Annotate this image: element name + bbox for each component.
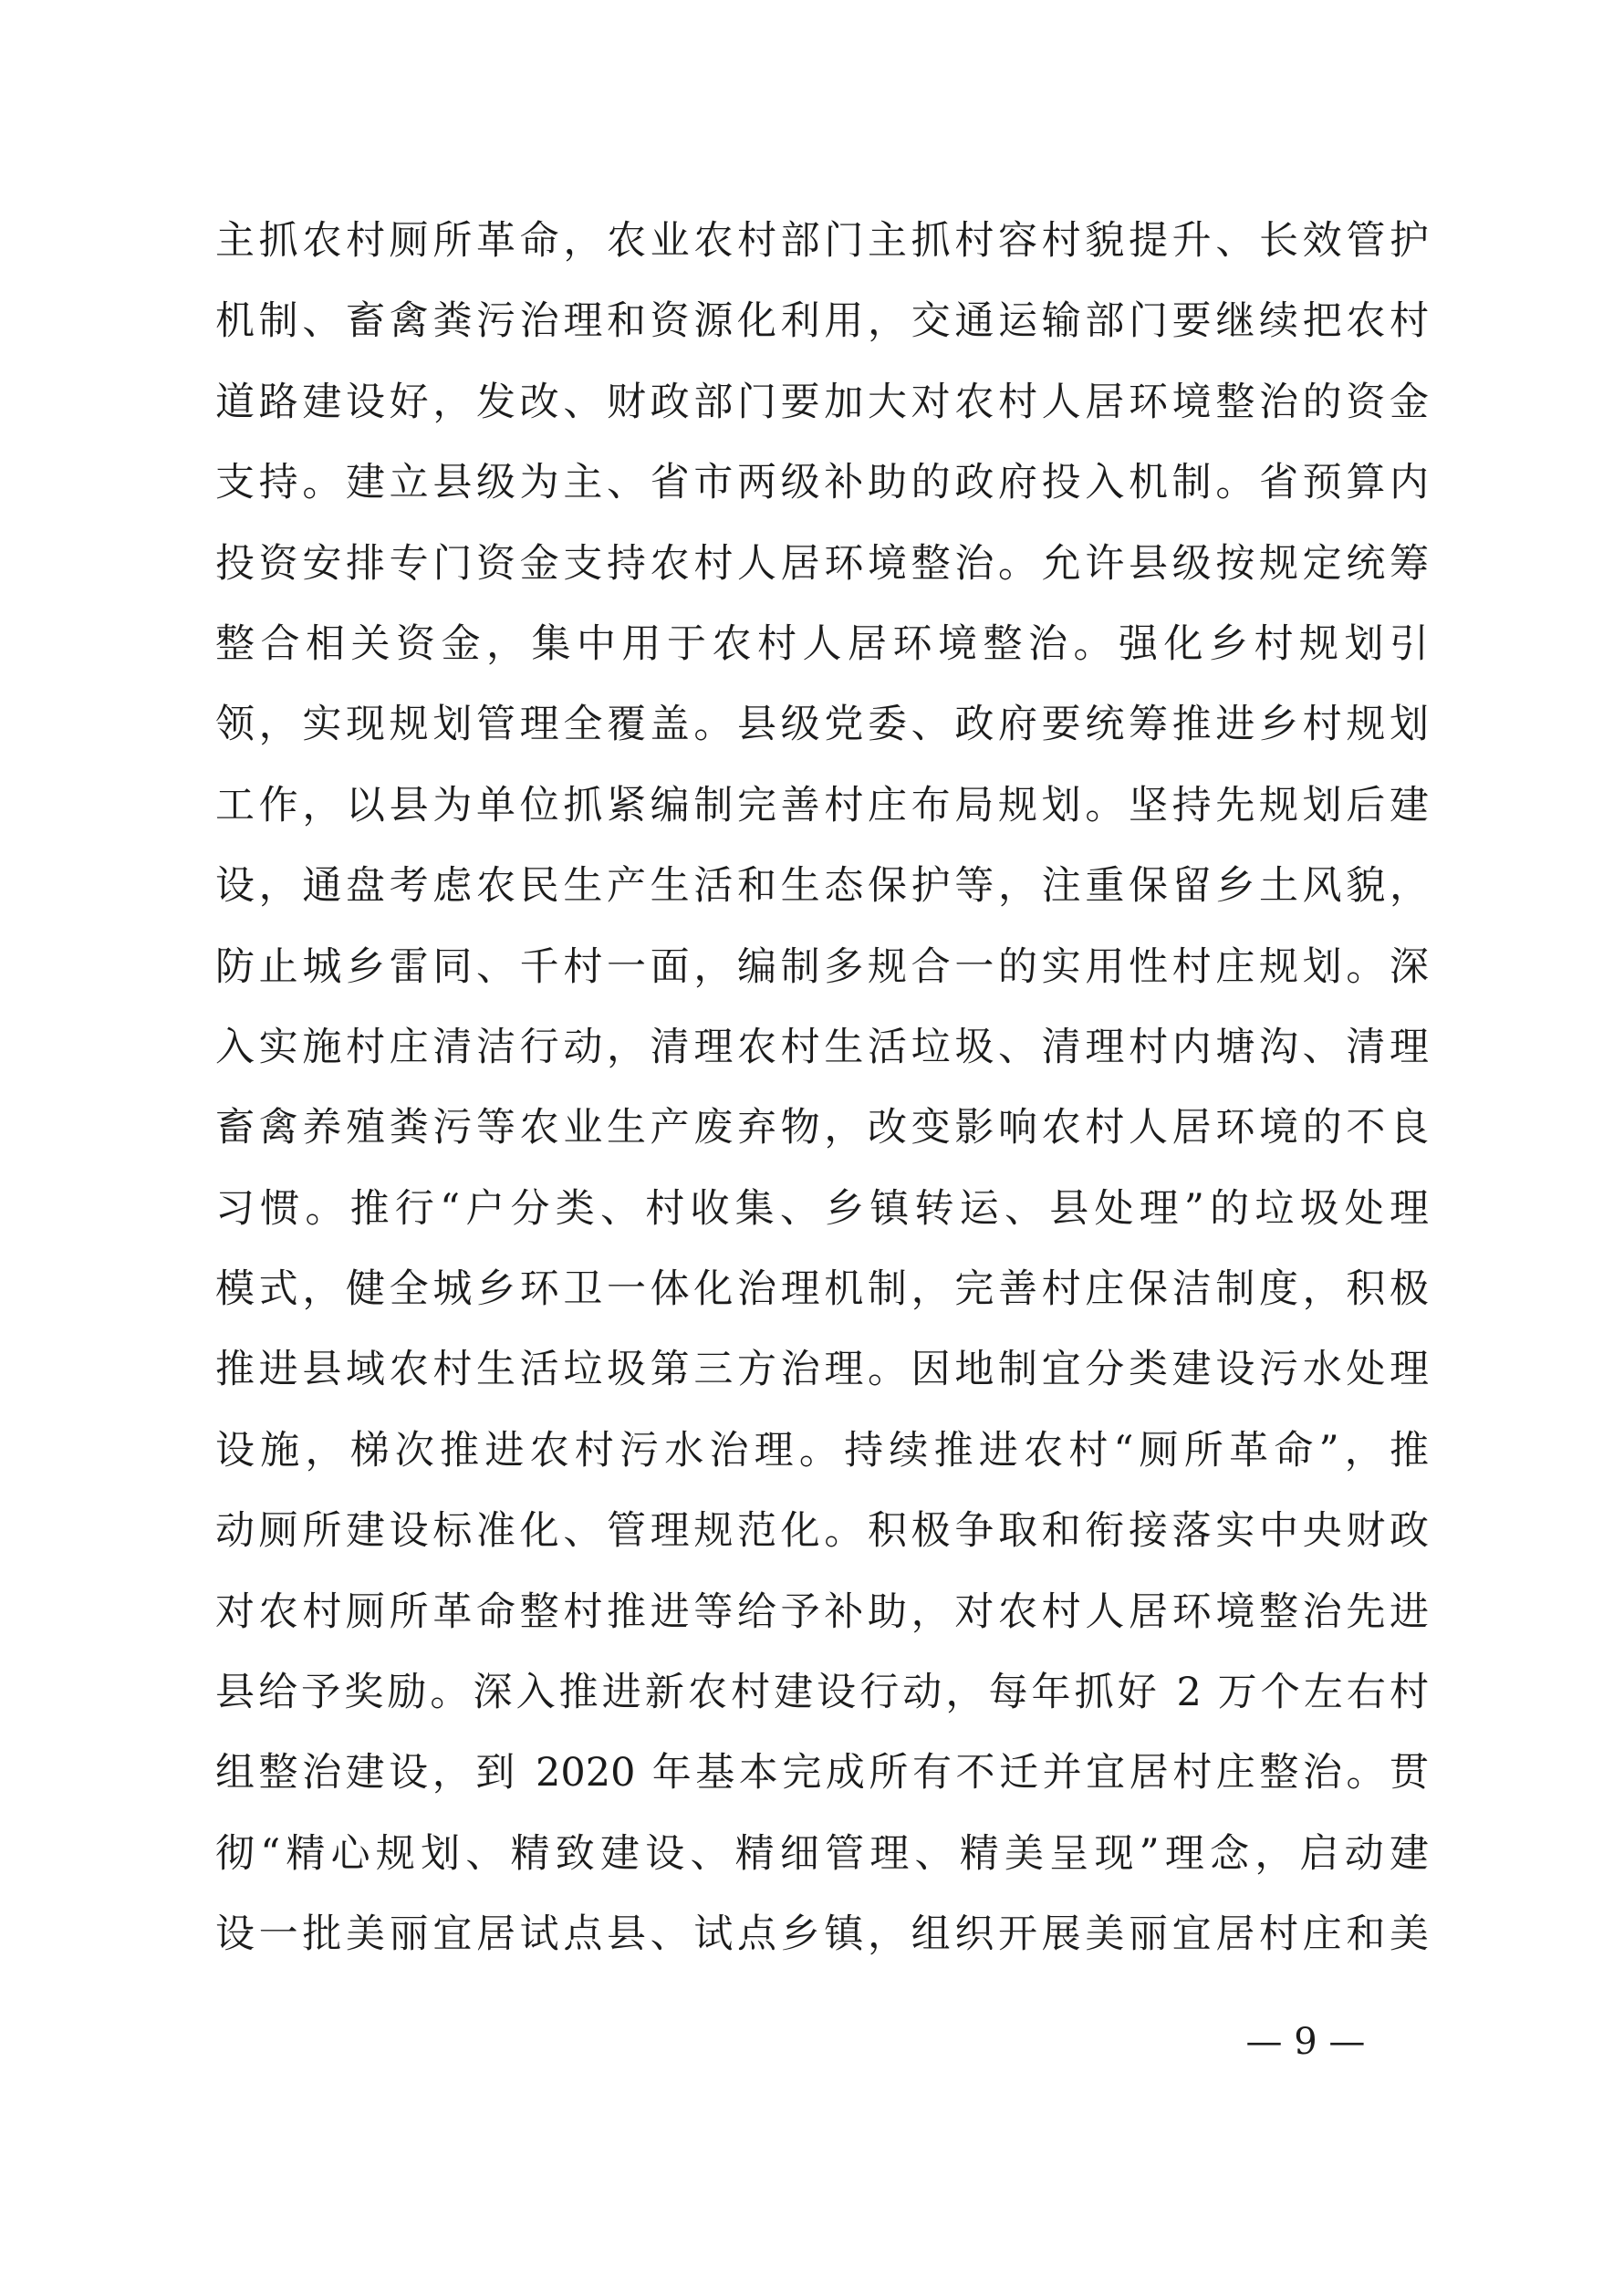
text-line: 彻“精心规划、精致建设、精细管理、精美呈现”理念，启动建 xyxy=(215,1830,1429,1877)
text-line: 防止城乡雷同、千村一面，编制多规合一的实用性村庄规划。深 xyxy=(215,943,1429,990)
text-line: 动厕所建设标准化、管理规范化。积极争取和衔接落实中央财政 xyxy=(215,1508,1429,1555)
text-line: 道路建设好，发改、财政部门要加大对农村人居环境整治的资金 xyxy=(215,379,1429,425)
text-line: 投资安排专门资金支持农村人居环境整治。允许县级按规定统筹 xyxy=(215,540,1429,587)
text-line: 对农村厕所革命整村推进等给予补助，对农村人居环境整治先进 xyxy=(215,1588,1429,1635)
text-line: 设一批美丽宜居试点县、试点乡镇，组织开展美丽宜居村庄和美 xyxy=(215,1911,1429,1958)
text-line: 领，实现规划管理全覆盖。县级党委、政府要统筹推进乡村规划 xyxy=(215,702,1429,748)
text-line: 设，通盘考虑农民生产生活和生态保护等，注重保留乡土风貌， xyxy=(215,863,1429,910)
text-line: 习惯。推行“户分类、村收集、乡镇转运、县处理”的垃圾处理 xyxy=(215,1185,1429,1232)
body-text xyxy=(215,201,1429,1975)
text-line: 支持。建立县级为主、省市两级补助的政府投入机制。省预算内 xyxy=(215,460,1429,506)
text-line: 县给予奖励。深入推进新农村建设行动，每年抓好 2 万个左右村 xyxy=(215,1670,1429,1716)
text-line: 机制、畜禽粪污治理和资源化利用，交通运输部门要继续把农村 xyxy=(215,298,1429,345)
text-line: 主抓农村厕所革命，农业农村部门主抓村容村貌提升、长效管护 xyxy=(215,218,1429,264)
page-number: — 9 — xyxy=(1245,2021,1366,2063)
text-line: 模式，健全城乡环卫一体化治理机制，完善村庄保洁制度，积极 xyxy=(215,1266,1429,1313)
text-line: 推进县域农村生活垃圾第三方治理。因地制宜分类建设污水处理 xyxy=(215,1347,1429,1393)
text-line: 整合相关资金，集中用于农村人居环境整治。强化乡村规划引 xyxy=(215,620,1429,667)
text-line: 工作，以县为单位抓紧编制完善村庄布局规划。坚持先规划后建 xyxy=(215,782,1429,828)
text-line: 设施，梯次推进农村污水治理。持续推进农村“厕所革命”，推 xyxy=(215,1427,1429,1474)
text-line: 畜禽养殖粪污等农业生产废弃物，改变影响农村人居环境的不良 xyxy=(215,1105,1429,1151)
text-line: 入实施村庄清洁行动，清理农村生活垃圾、清理村内塘沟、清理 xyxy=(215,1024,1429,1070)
text-line: 组整治建设，到 2020 年基本完成所有不迁并宜居村庄整治。贯 xyxy=(215,1750,1429,1796)
